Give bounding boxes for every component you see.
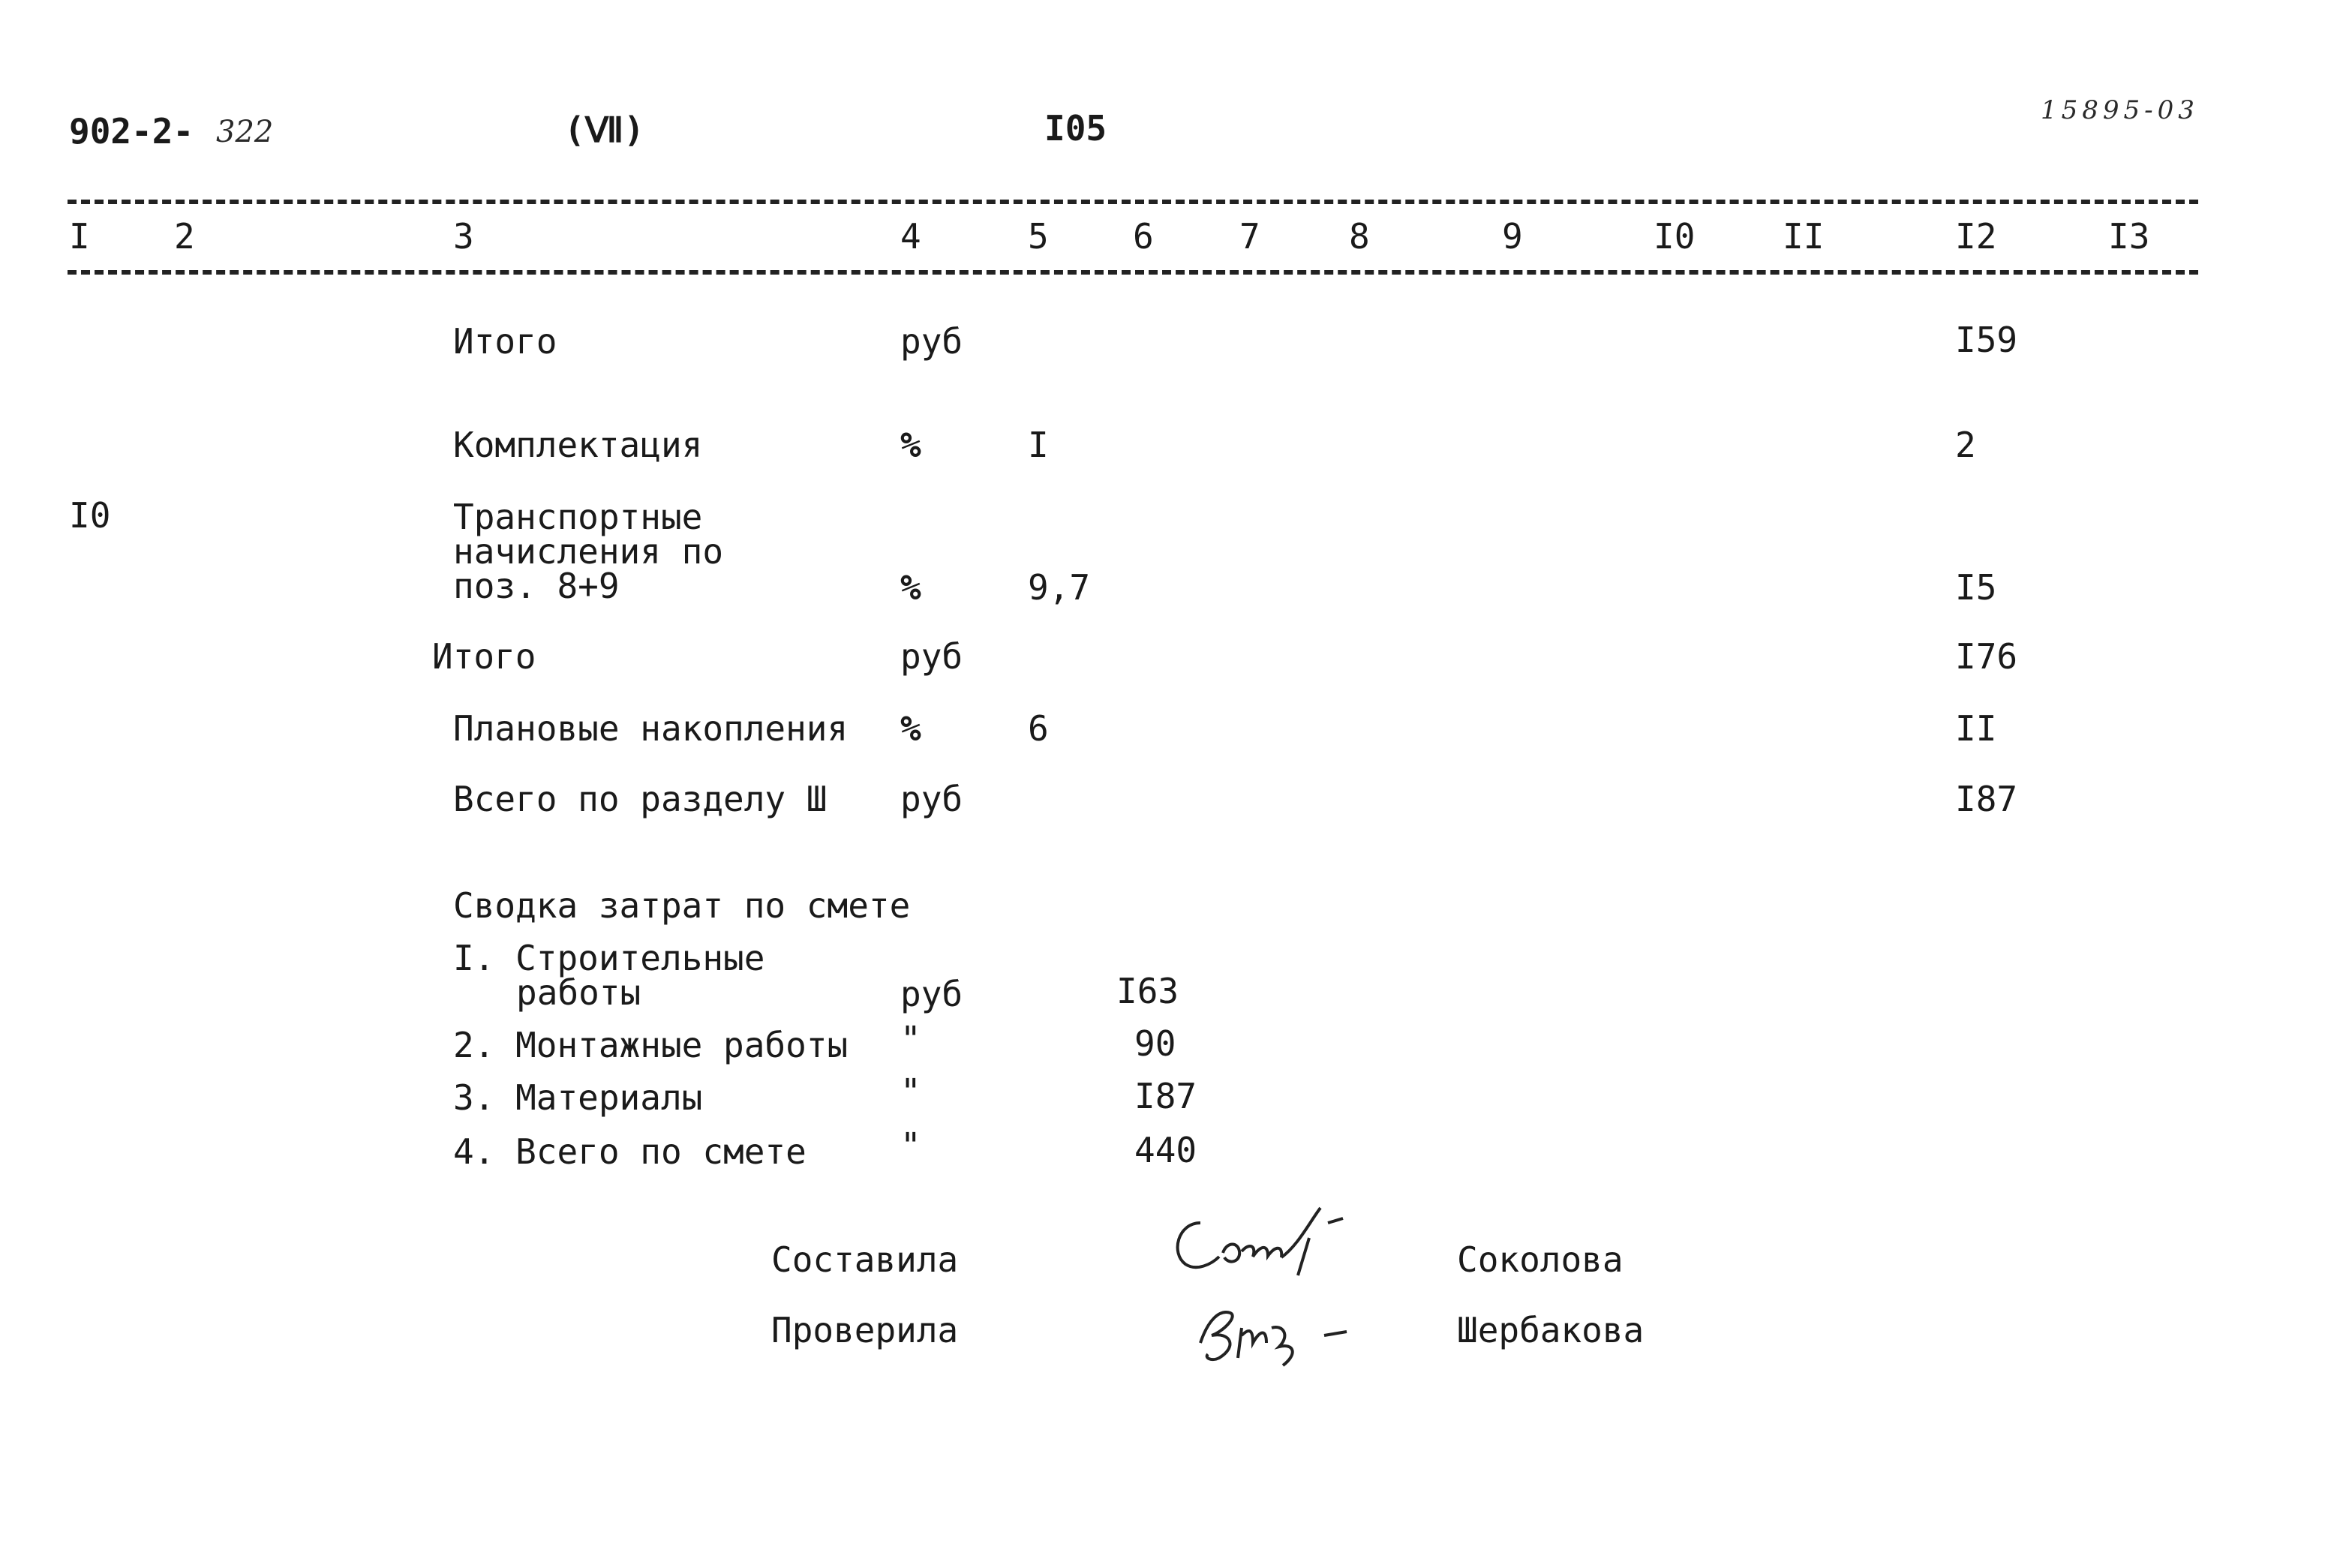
summary-item-name: работы [516, 972, 641, 1013]
compiled-label: Составила [771, 1239, 959, 1280]
summary-item-name: I. Строительные [453, 938, 765, 978]
row-unit: руб [900, 636, 963, 677]
row-position: I0 [69, 495, 111, 536]
inventory-number: 15895-03 [2041, 95, 2199, 125]
row-name-line: поз. 8+9 [453, 566, 620, 606]
signature-mark-checked [1178, 1283, 1463, 1373]
row-unit: руб [900, 779, 963, 819]
row-name: Итого [432, 636, 536, 677]
volume-label: (Ⅶ) [564, 110, 644, 150]
column-number: 4 [900, 216, 921, 257]
row-name: Итого [453, 321, 557, 362]
row-rate: 9,7 [1028, 567, 1091, 608]
row-total: 2 [1955, 425, 1976, 465]
summary-item-value: 440 [1134, 1130, 1197, 1170]
series-prefix: 902-2- [69, 111, 194, 152]
row-total: II [1955, 708, 1997, 749]
signature-mark-compiled [1155, 1193, 1440, 1283]
summary-item-value: I87 [1134, 1076, 1197, 1116]
column-number: I0 [1654, 216, 1696, 257]
row-unit: % [900, 708, 921, 749]
header-rule-top [68, 200, 2198, 204]
column-number: 5 [1028, 216, 1049, 257]
compiled-name: Соколова [1457, 1239, 1624, 1280]
row-total: I59 [1955, 320, 2018, 360]
row-unit: % [900, 567, 921, 608]
summary-item-unit: " [900, 1125, 921, 1166]
summary-item-value: I63 [1116, 971, 1179, 1011]
summary-item-unit: " [900, 1071, 921, 1112]
column-number: I3 [2108, 216, 2150, 257]
row-name-line: начисления по [453, 531, 724, 572]
summary-item-unit: руб [900, 974, 963, 1014]
row-unit: % [900, 425, 921, 465]
page-number: I05 [1044, 108, 1107, 149]
header-rule-bottom [68, 270, 2198, 275]
row-rate: 6 [1028, 708, 1049, 749]
column-number: 7 [1239, 216, 1260, 257]
column-number: 6 [1133, 216, 1154, 257]
column-number: 3 [453, 216, 474, 257]
column-number: 2 [174, 216, 195, 257]
summary-title: Сводка затрат по смете [453, 885, 911, 926]
row-name: Комплектация [453, 425, 703, 465]
checked-name: Шербакова [1457, 1310, 1645, 1350]
row-unit: руб [900, 321, 963, 362]
summary-item-name: 2. Монтажные работы [453, 1025, 849, 1065]
summary-item-value: 90 [1134, 1023, 1176, 1064]
series-number: 322 [216, 115, 274, 149]
column-number: 8 [1349, 216, 1370, 257]
column-number: I2 [1955, 216, 1997, 257]
row-name-line: Транспортные [453, 497, 703, 537]
column-number: II [1783, 216, 1825, 257]
row-rate: I [1028, 425, 1049, 465]
column-number: 9 [1502, 216, 1523, 257]
row-name: Всего по разделу Ш [453, 779, 828, 819]
summary-item-unit: " [900, 1019, 921, 1059]
summary-item-name: 3. Материалы [453, 1077, 703, 1118]
row-total: I76 [1955, 636, 2018, 677]
summary-item-name: 4. Всего по смете [453, 1131, 807, 1172]
row-total: I87 [1955, 779, 2018, 819]
row-total: I5 [1955, 567, 1997, 608]
row-name: Плановые накопления [453, 708, 849, 749]
column-number: I [69, 216, 90, 257]
checked-label: Проверила [771, 1310, 959, 1350]
